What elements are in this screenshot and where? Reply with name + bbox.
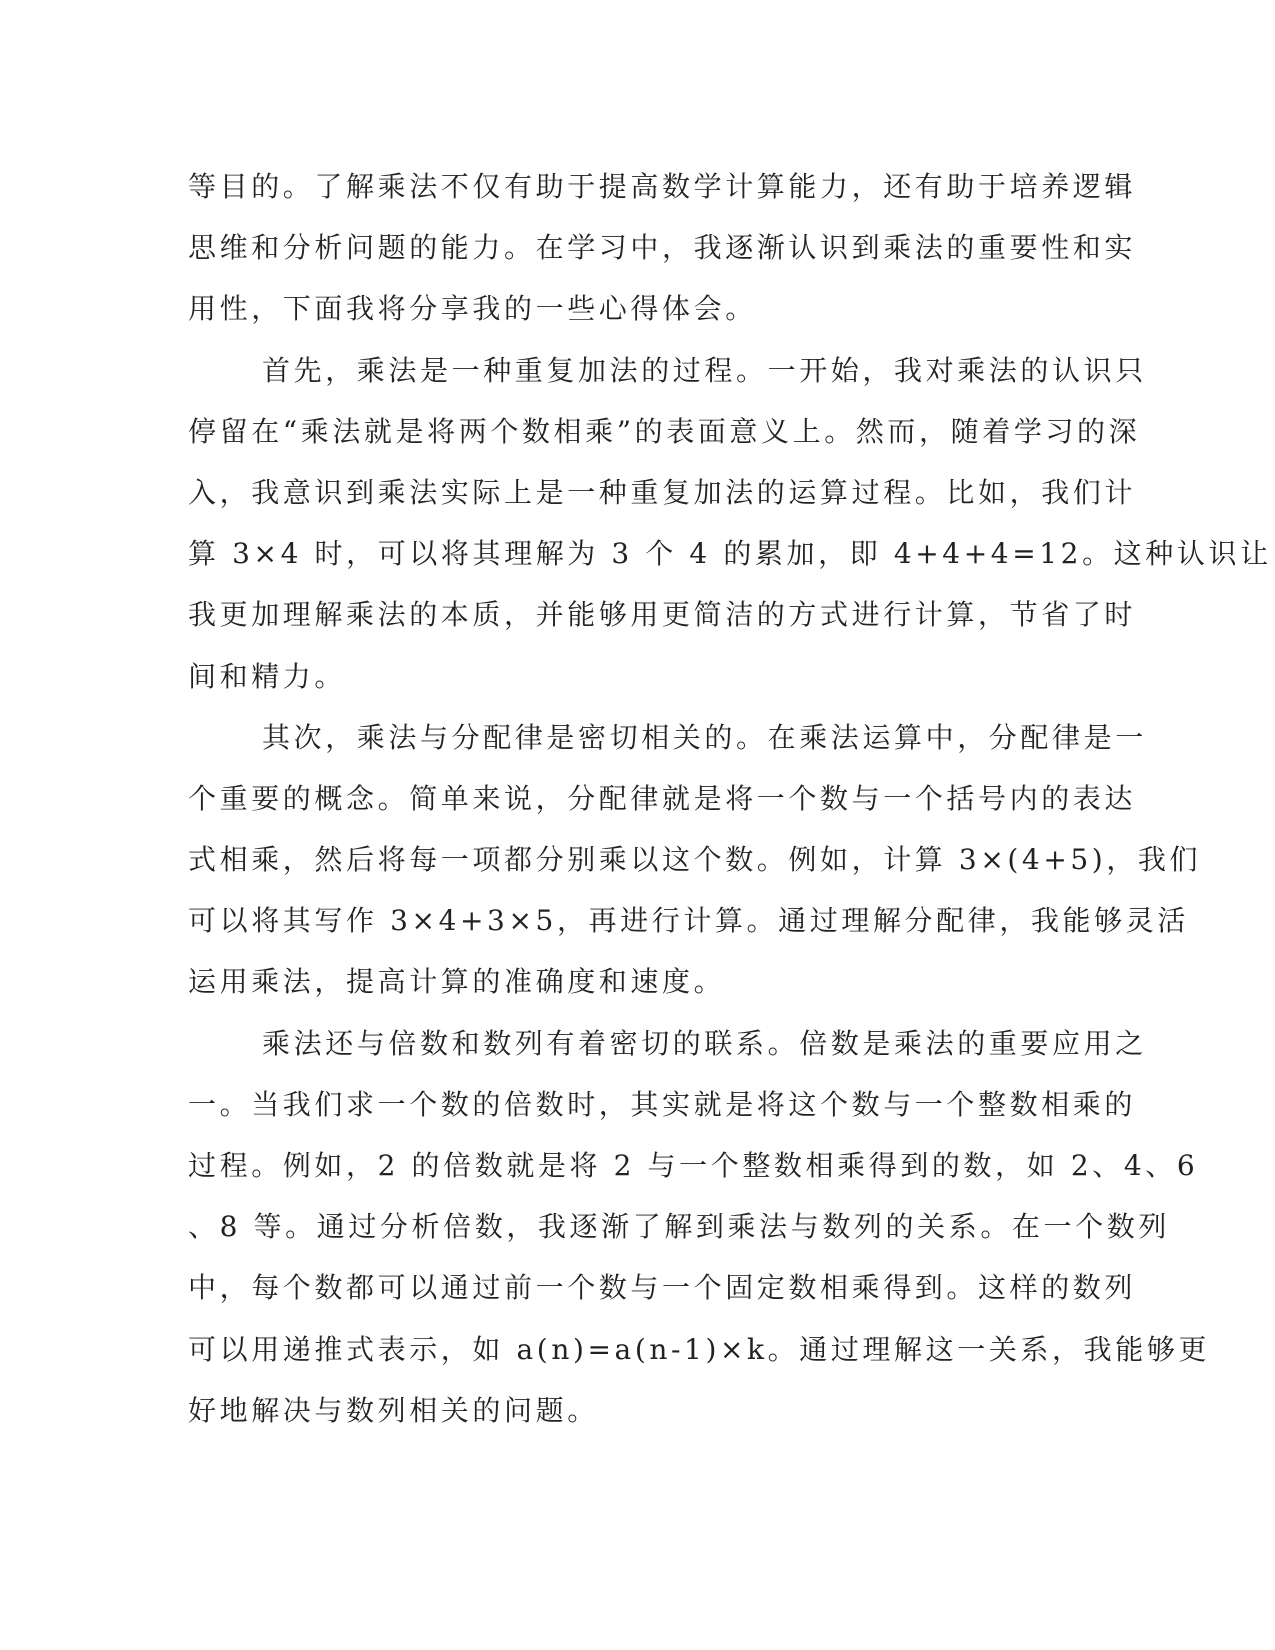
text-line: 一。当我们求一个数的倍数时，其实就是将这个数与一个整数相乘的: [188, 1087, 1137, 1121]
text-line: 我更加理解乘法的本质，并能够用更简洁的方式进行计算，节省了时: [188, 598, 1137, 632]
text-line: 式相乘，然后将每一项都分别乘以这个数。例如，计算 3×(4+5)，我们: [188, 843, 1202, 877]
paragraph-first-line: 乘法还与倍数和数列有着密切的联系。倍数是乘法的重要应用之: [262, 1026, 1147, 1060]
paragraph-first-line: 首先，乘法是一种重复加法的过程。一开始，我对乘法的认识只: [262, 353, 1147, 387]
text-line: 运用乘法，提高计算的准确度和速度。: [188, 965, 726, 999]
text-line: 算 3×4 时，可以将其理解为 3 个 4 的累加，即 4+4+4=12。这种认识让: [188, 537, 1272, 571]
text-line: 停留在“乘法就是将两个数相乘”的表面意义上。然而，随着学习的深: [188, 414, 1141, 448]
text-line: 入，我意识到乘法实际上是一种重复加法的运算过程。比如，我们计: [188, 475, 1137, 509]
text-line: 用性，下面我将分享我的一些心得体会。: [188, 292, 757, 326]
text-line: 中，每个数都可以通过前一个数与一个固定数相乘得到。这样的数列: [188, 1271, 1137, 1305]
text-line: 个重要的概念。简单来说，分配律就是将一个数与一个括号内的表达: [188, 781, 1137, 815]
text-line: 思维和分析问题的能力。在学习中，我逐渐认识到乘法的重要性和实: [188, 231, 1137, 265]
document-body: [188, 156, 1272, 1441]
text-line: 、8 等。通过分析倍数，我逐渐了解到乘法与数列的关系。在一个数列: [188, 1210, 1170, 1244]
text-line: 等目的。了解乘法不仅有助于提高数学计算能力，还有助于培养逻辑: [188, 170, 1137, 203]
text-line: 过程。例如，2 的倍数就是将 2 与一个整数相乘得到的数，如 2、4、6: [188, 1149, 1199, 1182]
text-line: 间和精力。: [188, 659, 347, 693]
text-line: 好地解决与数列相关的问题。: [188, 1393, 599, 1427]
text-line: 可以用递推式表示，如 a(n)=a(n-1)×k。通过理解这一关系，我能够更: [188, 1332, 1211, 1366]
text-line: 可以将其写作 3×4+3×5，再进行计算。通过理解分配律，我能够灵活: [188, 904, 1189, 938]
paragraph-first-line: 其次，乘法与分配律是密切相关的。在乘法运算中，分配律是一: [262, 720, 1147, 754]
